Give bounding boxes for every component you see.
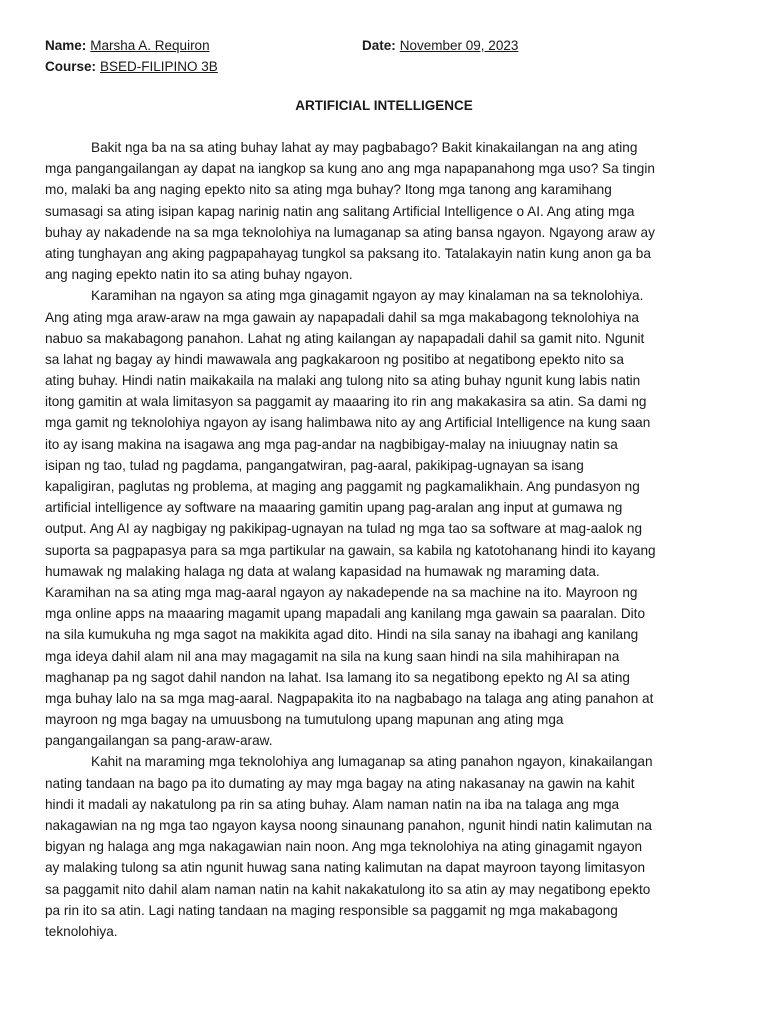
- paragraph-line: output. Ang AI ay nagbigay ng pakikipag-ugnayan na tulad ng mga tao sa software at mag-aalok ng: [45, 521, 643, 537]
- paragraph-line: Bakit nga ba na sa ating buhay lahat ay may pagbabago? Bakit kinakailangan na ang ating: [91, 140, 638, 155]
- paragraph-line: pa rin ito sa atin. Lagi nating tandaan na maging responsible sa paggamit ng mga makabagong: [45, 902, 618, 918]
- paragraph-line: mga gamit ng teknolohiya ngayon ay isang halimbawa nito ay ang Artificial Intelligence na kung saan: [45, 415, 651, 431]
- paragraph-line: ang naging epekto natin ito sa ating buhay ngayon.: [45, 267, 353, 283]
- paragraph-line: mo, malaki ba ang naging epekto nito sa ating mga buhay? Itong mga tanong ang karamihang: [45, 182, 612, 198]
- paragraph-line: mga ideya dahil alam nil ana may magagamit na sila na kung saan hindi na sila mahihirapan na: [45, 648, 620, 664]
- paragraph-line: artificial intelligence ay software na maaaring gamitin upang pag-aralan ang input at gumawa ng: [45, 500, 623, 516]
- paragraph-line: ating buhay. Hindi natin maikakaila na malaki ang tulong nito sa ating buhay ngunit kung labis natin: [45, 373, 641, 389]
- paragraph-line: mga pangangailangan ay dapat na iangkop sa kung ano ang mga napapanahong mga uso? Sa tingin: [45, 161, 655, 177]
- paragraph-line: humawak ng malaking halaga ng data at walang kapasidad na humawak ng maraming data.: [45, 563, 600, 579]
- name-field: [45, 35, 362, 56]
- paragraph-line: mga buhay lalo na sa mga mag-aaral. Nagpapakita ito na nagbabago na talaga ang ating panahon at: [45, 690, 654, 706]
- header-row-name-date: [45, 35, 735, 56]
- course-value: BSED-FILIPINO 3B: [100, 59, 218, 74]
- paragraph-line: na sila kumukuha ng mga sagot na makikita agad dito. Hindi na sila sanay na ibahagi ang kanilang: [45, 627, 639, 643]
- course-field: [45, 56, 218, 77]
- paragraph-line: Karamihan na ngayon sa ating mga ginagamit ngayon ay may kinalaman na sa teknolohiya.: [91, 288, 644, 304]
- paragraph-line: Kahit na maraming mga teknolohiya ang lumaganap sa ating panahon ngayon, kinakailangan: [91, 754, 653, 770]
- document-header: [45, 35, 735, 77]
- paragraph-line: bigyan ng halaga ang mga nakagawian nain noon. Ang mga teknolohiya na ating ginagamit ngayon: [45, 839, 643, 855]
- paragraph-line: mga online apps na maaaring magamit upang mapadali ang kanilang mga gawain sa paaralan. Dito: [45, 606, 646, 622]
- paragraph-line: nakagawian na ng mga tao ngayon kaysa noong sinaunang panahon, ngunit hindi natin kalimutan na: [45, 818, 652, 833]
- paragraph-line: Ang ating mga araw-araw na mga gawain ay napapadali dahil sa mga makabagong teknolohiya na: [45, 309, 639, 325]
- paragraph-line: sumasagi sa ating isipan kapag narinig natin ang salitang Artificial Intelligence o AI. Ang ating mga: [45, 203, 635, 219]
- paragraph-line: hindi it madali ay nakatulong pa rin sa ating buhay. Alam naman natin na iba na talaga ang mga: [45, 796, 620, 812]
- header-row-course: [45, 56, 735, 77]
- paragraph-line: suporta sa pagpapasya para sa mga partikular na gawain, sa kabila ng katotohanang hindi ito kayang: [45, 542, 656, 558]
- paragraph-2: [45, 285, 727, 751]
- paragraph-line: maghanap pa ng sagot dahil nandon na lahat. Isa lamang ito sa negatibong epekto ng AI sa ating: [45, 669, 630, 685]
- document-title: ARTIFICIAL INTELLIGENCE: [295, 98, 473, 113]
- date-field: [362, 35, 518, 56]
- paragraph-line: Karamihan na sa ating mga mag-aaral ngayon ay nakadepende na sa machine na ito. Mayroon ng: [45, 584, 638, 600]
- paragraph-line: nating tandaan na bago pa ito dumating ay may mga bagay na ating nakasanay na gawin na kahit: [45, 775, 635, 791]
- paragraph-3: [45, 751, 727, 942]
- paragraph-line: ito ay isang makina na isagawa ang mga pag-andar na nagbibigay-malay na iniuugnay natin sa: [45, 436, 618, 452]
- course-label: Course:: [45, 59, 97, 74]
- paragraph-line: sa paggamit nito dahil alam naman natin na kahit nakakatulong ito sa atin ay may negatibong epekto: [45, 881, 651, 897]
- paragraph-line: isipan ng tao, tulad ng pagdama, pangangatwiran, pag-aaral, pakikipag-ugnayan sa isang: [45, 457, 584, 473]
- paragraph-line: mayroon ng mga bagay na umuusbong na tumutulong upang mapunan ang ating mga: [45, 712, 564, 728]
- paragraph-line: pangangailangan sa pang-araw-araw.: [45, 733, 273, 749]
- date-label: Date:: [362, 38, 396, 53]
- date-value: November 09, 2023: [399, 38, 519, 53]
- paragraph-1: [45, 137, 727, 285]
- paragraph-line: nabuo sa makabagong panahon. Lahat ng ating kailangan ay napapadali dahil sa gamit nito. Ngunit: [45, 330, 645, 346]
- paragraph-line: ating tunghayan ang aking pagpapahayag tungkol sa paksang ito. Tatalakayin natin kung anon ga ba: [45, 245, 651, 261]
- paragraph-line: sa lahat ng bagay ay hindi mawawala ang pagkakaroon ng positibo at negatibong epekto nito sa: [45, 351, 624, 367]
- name-label: Name:: [45, 38, 87, 53]
- paragraph-line: teknolohiya.: [45, 923, 118, 939]
- name-value: Marsha A. Requiron: [90, 38, 210, 53]
- paragraph-line: kapaligiran, paglutas ng problema, at maging ang paggamit ng pagkamalikhain. Ang pundasyon ng: [45, 479, 640, 494]
- paragraph-line: itong gamitin at wala limitasyon sa paggamit ay maaaring ito rin ang makakasira sa atin. Sa dami ng: [45, 394, 647, 410]
- paragraph-line: buhay ay nakadende na sa mga teknolohiya na lumaganap sa ating bansa ngayon. Ngayong araw ay: [45, 224, 655, 240]
- essay-body: [45, 137, 727, 942]
- paragraph-line: ay malaking tulong sa atin ngunit huwag sana nating kalimutan na dapat mayroon tayong limitasyon: [45, 860, 646, 876]
